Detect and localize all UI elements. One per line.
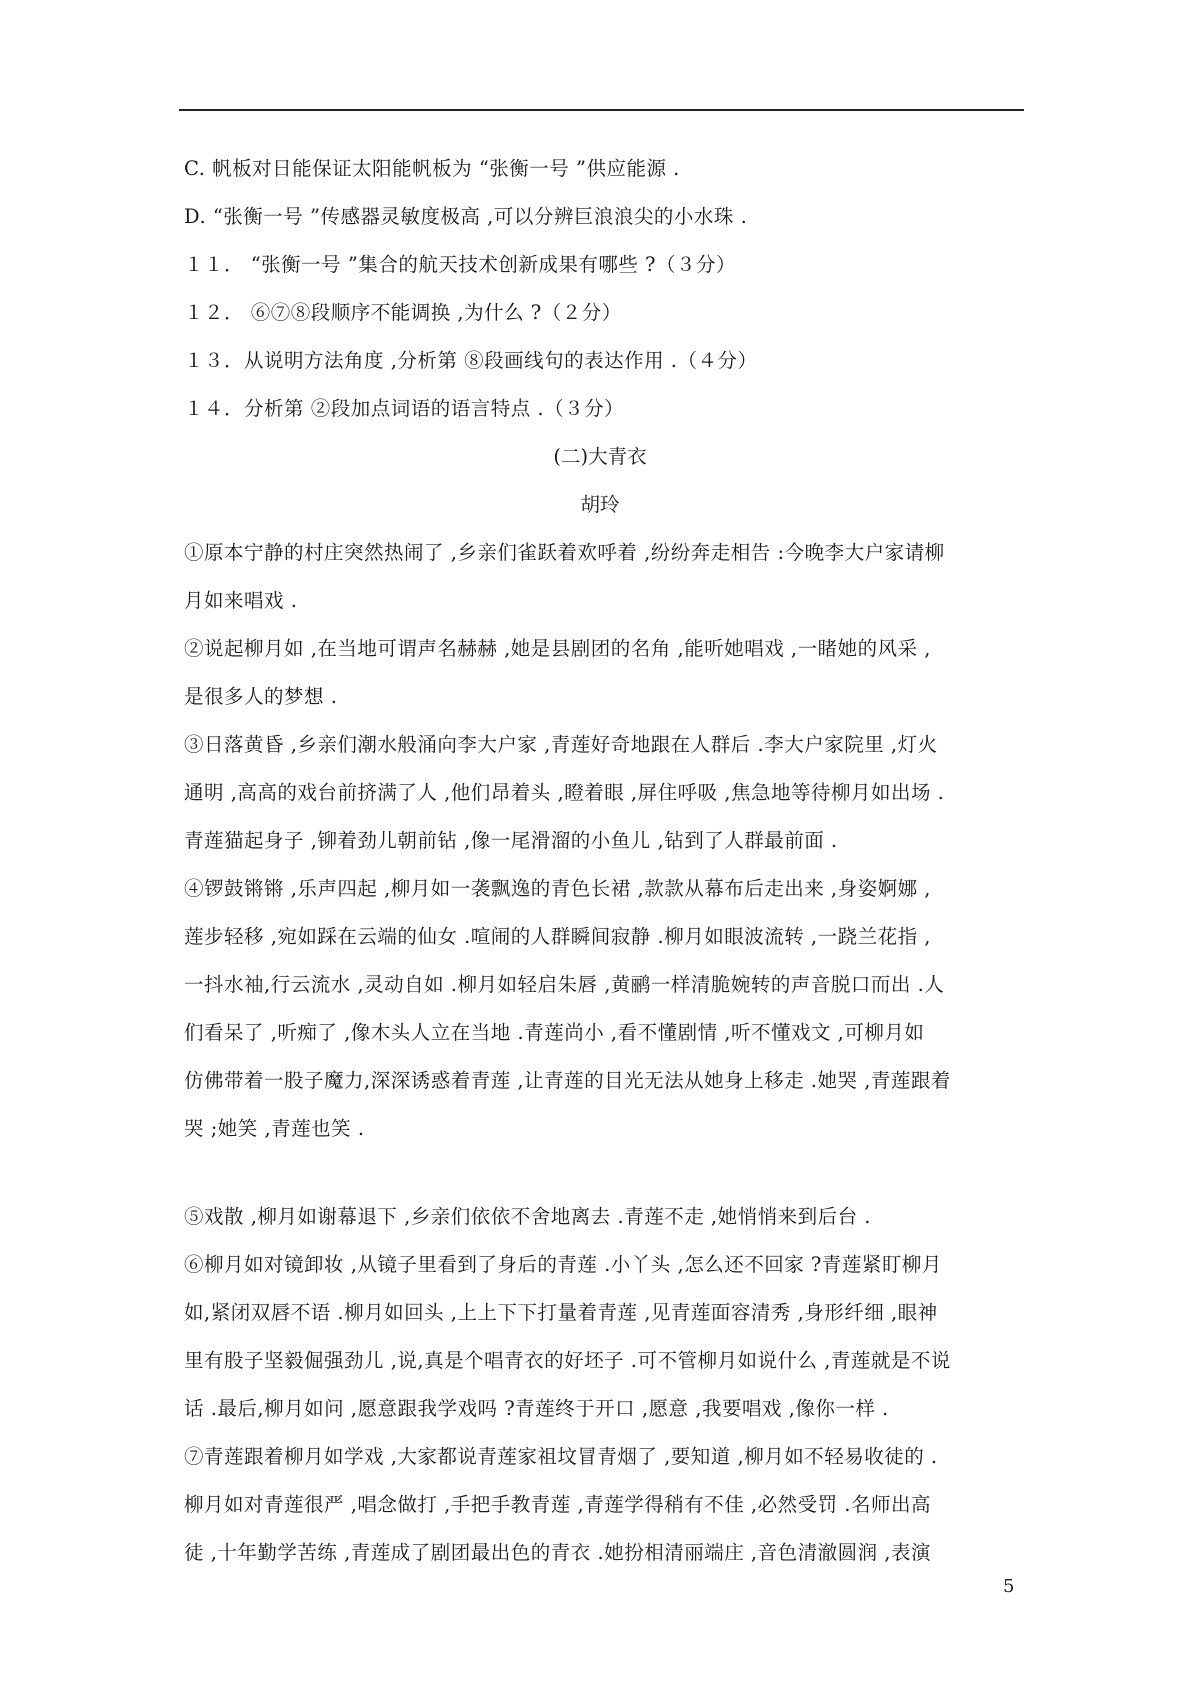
question-13: １３．从说明方法角度 ,分析第 ⑧段画线句的表达作用 .（４分） xyxy=(184,349,758,372)
passage-line: ①原本宁静的村庄突然热闹了 ,乡亲们雀跃着欢呼着 ,纷纷奔走相告 :今晚李大户家请柳 xyxy=(184,541,945,564)
passage-line: 青莲猫起身子 ,铆着劲儿朝前钻 ,像一尾滑溜的小鱼儿 ,钻到了人群最前面 . xyxy=(184,829,838,852)
page-number: 5 xyxy=(1003,1576,1015,1597)
question-14: １４．分析第 ②段加点词语的语言特点 .（３分） xyxy=(184,397,625,420)
passage-line: 月如来唱戏 . xyxy=(184,589,298,612)
passage-line: ⑥柳月如对镜卸妆 ,从镜子里看到了身后的青莲 .小丫头 ,怎么还不回家 ?青莲紧盯柳月 xyxy=(184,1253,942,1276)
passage-line: ④锣鼓锵锵 ,乐声四起 ,柳月如一袭飘逸的青色长裙 ,款款从幕布后走出来 ,身姿婀娜 , xyxy=(184,877,931,900)
passage-line: 徒 ,十年勤学苦练 ,青莲成了剧团最出色的青衣 .她扮相清丽端庄 ,音色清澈圆润 ,表演 xyxy=(184,1541,931,1564)
passage-line: 莲步轻移 ,宛如踩在云端的仙女 .喧闹的人群瞬间寂静 .柳月如眼波流转 ,一跷兰花指 , xyxy=(184,925,931,948)
passage-line: ⑤戏散 ,柳月如谢幕退下 ,乡亲们依依不舍地离去 .青莲不走 ,她悄悄来到后台 . xyxy=(184,1205,871,1228)
passage-line: 柳月如对青莲很严 ,唱念做打 ,手把手教青莲 ,青莲学得稍有不佳 ,必然受罚 .名师出高 xyxy=(184,1493,931,1516)
question-11: １１． “张衡一号 ”集合的航天技术创新成果有哪些 ?（３分） xyxy=(184,253,736,276)
option-c: C. 帆板对日能保证太阳能帆板为 “张衡一号 ”供应能源 . xyxy=(184,157,680,180)
author: 胡玲 xyxy=(580,493,620,516)
option-d: D. “张衡一号 ”传感器灵敏度极高 ,可以分辨巨浪浪尖的小水珠 . xyxy=(184,205,748,228)
passage-line: ⑦青莲跟着柳月如学戏 ,大家都说青莲家祖坟冒青烟了 ,要知道 ,柳月如不轻易收徒的 . xyxy=(184,1445,938,1468)
header-rule xyxy=(179,109,1024,111)
passage-line: 通明 ,高高的戏台前挤满了人 ,他们昂着头 ,瞪着眼 ,屏住呼吸 ,焦急地等待柳月如出场 . xyxy=(184,781,945,804)
passage-line: 仿佛带着一股子魔力,深深诱惑着青莲 ,让青莲的目光无法从她身上移走 .她哭 ,青莲跟着 xyxy=(184,1069,951,1092)
passage-line: 如,紧闭双唇不语 .柳月如回头 ,上上下下打量着青莲 ,见青莲面容清秀 ,身形纤细 ,眼神 xyxy=(184,1301,938,1324)
passage-line: 里有股子坚毅倔强劲儿 ,说,真是个唱青衣的好坯子 .可不管柳月如说什么 ,青莲就是不说 xyxy=(184,1349,951,1372)
passage-line: 们看呆了 ,听痴了 ,像木头人立在当地 .青莲尚小 ,看不懂剧情 ,听不懂戏文 ,可柳月如 xyxy=(184,1021,925,1044)
question-12: １２． ⑥⑦⑧段顺序不能调换 ,为什么 ?（２分） xyxy=(184,301,622,324)
passage-line: 是很多人的梦想 . xyxy=(184,685,338,708)
passage-line: 话 .最后,柳月如问 ,愿意跟我学戏吗 ?青莲终于开口 ,愿意 ,我要唱戏 ,像你一样 . xyxy=(184,1397,889,1420)
passage-line: ②说起柳月如 ,在当地可谓声名赫赫 ,她是县剧团的名角 ,能听她唱戏 ,一睹她的风采 , xyxy=(184,637,931,660)
passage-line: 哭 ;她笑 ,青莲也笑 . xyxy=(184,1117,365,1140)
section-title: (二)大青衣 xyxy=(553,445,647,468)
passage-line: 一抖水袖,行云流水 ,灵动自如 .柳月如轻启朱唇 ,黄鹂一样清脆婉转的声音脱口而出 .人 xyxy=(184,973,945,996)
passage-line: ③日落黄昏 ,乡亲们潮水般涌向李大户家 ,青莲好奇地跟在人群后 .李大户家院里 ,灯火 xyxy=(184,733,938,756)
